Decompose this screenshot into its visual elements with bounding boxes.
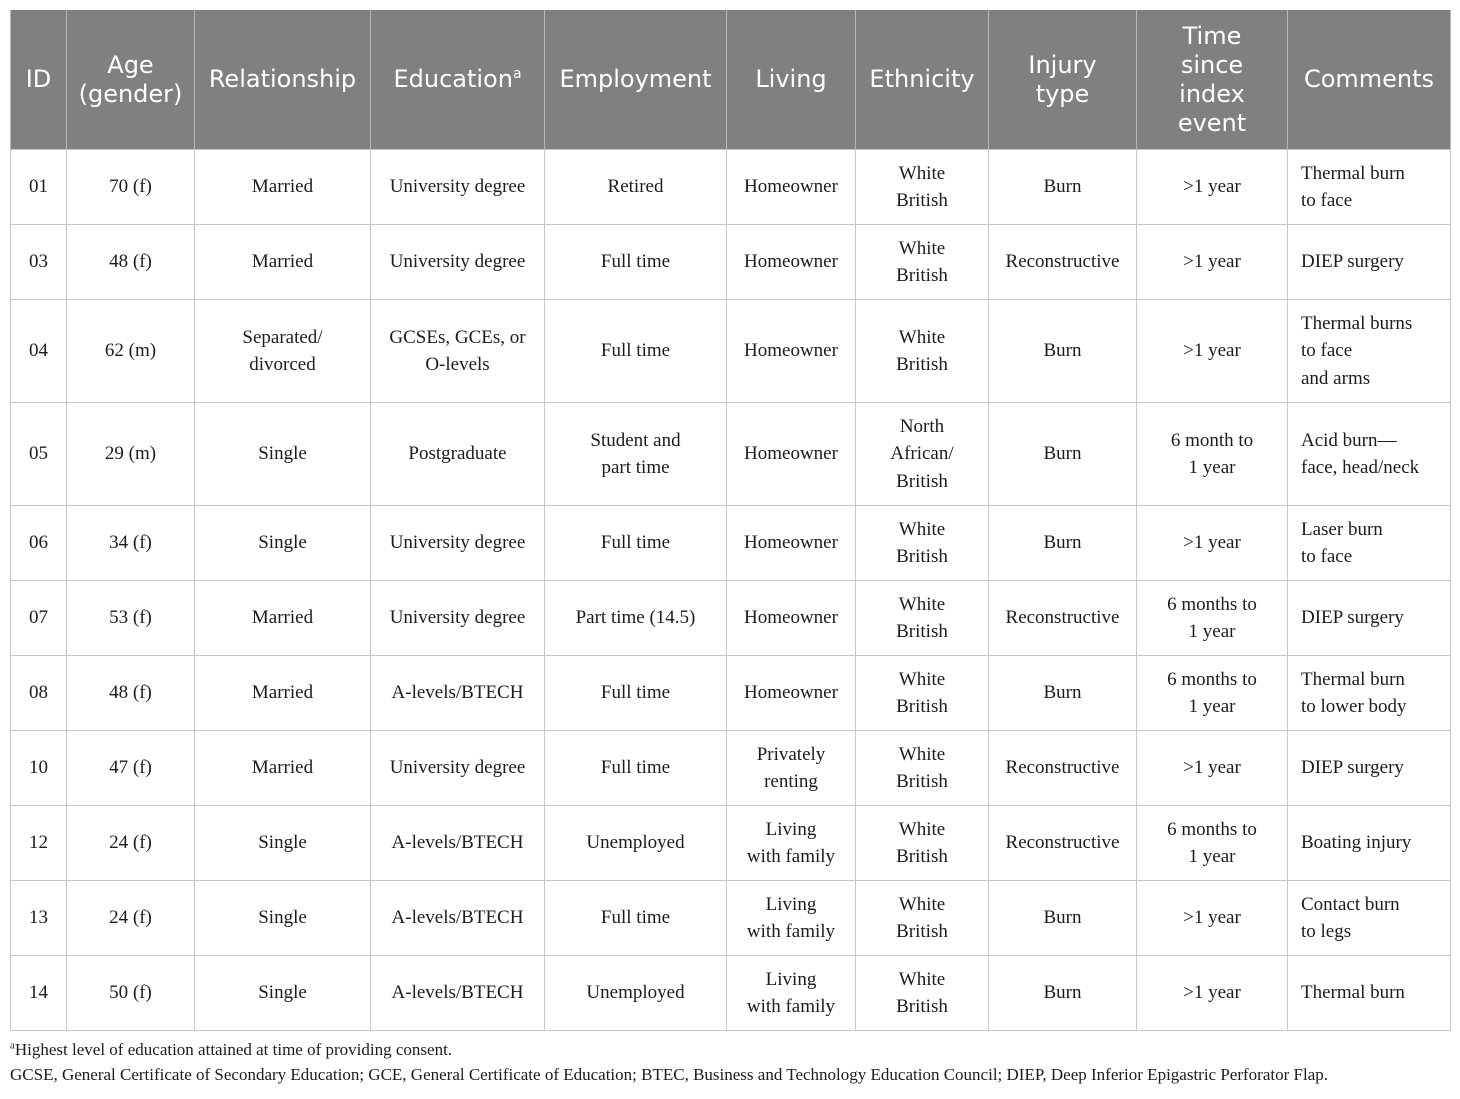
table-row <box>11 881 1451 956</box>
column-header-label: Relationship <box>208 65 357 93</box>
cell-text: University degree <box>389 176 526 198</box>
table-cell <box>67 581 195 656</box>
table-row <box>11 300 1451 403</box>
cell-text: DIEP surgery <box>1301 607 1404 629</box>
cell-text: Married <box>251 682 314 704</box>
cell-text: Living with family <box>746 818 836 867</box>
table-cell <box>1288 300 1451 403</box>
cell-text: Burn <box>1043 907 1082 929</box>
table-cell <box>371 731 545 806</box>
table-cell <box>727 956 856 1031</box>
table-row <box>11 506 1451 581</box>
cell-text: Separated/ divorced <box>242 326 323 375</box>
table-cell <box>1137 581 1288 656</box>
cell-text: >1 year <box>1183 757 1241 779</box>
column-header <box>67 10 195 150</box>
table-cell <box>195 881 371 956</box>
cell-text: Thermal burn to lower body <box>1301 668 1407 717</box>
table-cell <box>11 731 67 806</box>
cell-text: 01 <box>29 176 48 198</box>
table-cell <box>545 150 727 225</box>
cell-text: 29 (m) <box>104 443 157 465</box>
cell-text: Acid burn— face, head/neck <box>1301 429 1420 478</box>
table-cell <box>856 506 989 581</box>
table-cell <box>727 656 856 731</box>
table-cell <box>727 300 856 403</box>
table-cell <box>727 150 856 225</box>
table-cell <box>545 506 727 581</box>
cell-text: Living with family <box>746 893 836 942</box>
cell-text: 47 (f) <box>109 757 152 779</box>
table-cell <box>989 403 1137 506</box>
cell-text: DIEP surgery <box>1301 757 1404 779</box>
table-cell <box>545 956 727 1031</box>
table-cell <box>1288 225 1451 300</box>
table-cell <box>371 506 545 581</box>
table-cell <box>1288 806 1451 881</box>
table-cell <box>545 731 727 806</box>
cell-text: 14 <box>29 982 48 1004</box>
cell-text: A-levels/BTECH <box>391 982 524 1004</box>
table-cell <box>545 403 727 506</box>
column-header-label: Education <box>393 65 513 93</box>
table-cell <box>67 300 195 403</box>
cell-text: Full time <box>600 682 671 704</box>
table-row <box>11 403 1451 506</box>
cell-text: White British <box>896 818 948 867</box>
cell-text: 48 (f) <box>109 251 152 273</box>
cell-text: 05 <box>29 443 48 465</box>
header-row <box>11 10 1451 150</box>
table-cell <box>1288 506 1451 581</box>
cell-text: Homeowner <box>744 340 838 362</box>
table-cell <box>1137 881 1288 956</box>
cell-text: A-levels/BTECH <box>391 682 524 704</box>
table-cell <box>545 806 727 881</box>
cell-text: Homeowner <box>744 176 838 198</box>
cell-text: Thermal burn <box>1301 982 1405 1004</box>
cell-text: Single <box>258 832 307 854</box>
column-header-label: Comments <box>1303 65 1435 93</box>
cell-text: Burn <box>1043 982 1082 1004</box>
cell-text: Single <box>258 907 307 929</box>
table-cell <box>67 150 195 225</box>
table-cell <box>856 806 989 881</box>
cell-text: Laser burn to face <box>1301 518 1383 567</box>
cell-text: Burn <box>1043 340 1082 362</box>
table-cell <box>67 506 195 581</box>
cell-text: 06 <box>29 532 48 554</box>
table-cell <box>371 300 545 403</box>
cell-text: 04 <box>29 340 48 362</box>
table-cell <box>11 581 67 656</box>
cell-text: DIEP surgery <box>1301 251 1404 273</box>
table-cell <box>727 731 856 806</box>
cell-text: 50 (f) <box>109 982 152 1004</box>
cell-text: 08 <box>29 682 48 704</box>
cell-text: Homeowner <box>744 443 838 465</box>
table-cell <box>195 300 371 403</box>
column-header-label: Ethnicity <box>869 65 975 93</box>
cell-text: White British <box>896 668 948 717</box>
cell-text: Thermal burn to face <box>1301 162 1405 211</box>
table-cell <box>371 225 545 300</box>
footnote-a <box>10 1037 1450 1062</box>
table-cell <box>371 656 545 731</box>
table-cell <box>67 806 195 881</box>
table-cell <box>11 300 67 403</box>
table-cell <box>989 806 1137 881</box>
cell-text: Unemployed <box>586 982 685 1004</box>
table-cell <box>1137 150 1288 225</box>
table-row <box>11 581 1451 656</box>
cell-text: >1 year <box>1183 176 1241 198</box>
abbreviations-note: GCSE, General Certificate of Secondary Education; GCE, General Certificate of Education; BTEC, Business and Technology Education Council; DIEP, Deep Inferior Epigastric Perforator Flap. <box>10 1065 1328 1084</box>
table-cell <box>989 881 1137 956</box>
table-cell <box>727 225 856 300</box>
column-header <box>856 10 989 150</box>
table-cell <box>371 881 545 956</box>
table-cell <box>856 300 989 403</box>
table-cell <box>371 403 545 506</box>
table-cell <box>67 403 195 506</box>
table-row <box>11 150 1451 225</box>
table-cell <box>371 150 545 225</box>
cell-text: Burn <box>1043 532 1082 554</box>
cell-text: Married <box>251 757 314 779</box>
table-cell <box>545 300 727 403</box>
cell-text: Full time <box>600 340 671 362</box>
cell-text: Postgraduate <box>408 443 507 465</box>
cell-text: Retired <box>607 176 664 198</box>
cell-text: Privately renting <box>756 743 826 792</box>
cell-text: Thermal burns to face and arms <box>1301 312 1413 389</box>
column-header <box>195 10 371 150</box>
table-cell <box>727 581 856 656</box>
table-cell <box>11 956 67 1031</box>
table-cell <box>371 956 545 1031</box>
cell-text: Full time <box>600 251 671 273</box>
cell-text: 70 (f) <box>109 176 152 198</box>
table-cell <box>1288 881 1451 956</box>
table-cell <box>989 506 1137 581</box>
column-header <box>1288 10 1451 150</box>
table-cell <box>1137 225 1288 300</box>
table-cell <box>195 150 371 225</box>
table-cell <box>989 150 1137 225</box>
table-cell <box>856 656 989 731</box>
table-cell <box>1288 581 1451 656</box>
cell-text: 6 month to 1 year <box>1170 429 1254 478</box>
column-header-label: ID <box>25 65 52 93</box>
cell-text: >1 year <box>1183 982 1241 1004</box>
cell-text: 24 (f) <box>109 907 152 929</box>
cell-text: University degree <box>389 251 526 273</box>
table-cell <box>371 806 545 881</box>
cell-text: White British <box>896 893 948 942</box>
footnote-a-marker: a <box>10 1039 15 1052</box>
cell-text: Reconstructive <box>1005 832 1120 854</box>
table-cell <box>545 581 727 656</box>
cell-text: Married <box>251 176 314 198</box>
column-header <box>989 10 1137 150</box>
cell-text: Contact burn to legs <box>1301 893 1400 942</box>
table-row <box>11 656 1451 731</box>
column-header-label: Age (gender) <box>78 50 183 108</box>
table-cell <box>545 881 727 956</box>
cell-text: Burn <box>1043 443 1082 465</box>
cell-text: >1 year <box>1183 340 1241 362</box>
cell-text: White British <box>896 593 948 642</box>
cell-text: GCSEs, GCEs, or O-levels <box>389 326 526 375</box>
table-cell <box>727 806 856 881</box>
table-cell <box>727 506 856 581</box>
cell-text: Homeowner <box>744 251 838 273</box>
column-header <box>727 10 856 150</box>
cell-text: Boating injury <box>1301 832 1412 854</box>
table-cell <box>67 656 195 731</box>
cell-text: Homeowner <box>744 532 838 554</box>
table-cell <box>67 881 195 956</box>
table-cell <box>1137 403 1288 506</box>
table-cell <box>856 581 989 656</box>
cell-text: 6 months to 1 year <box>1167 668 1257 717</box>
table-cell <box>856 225 989 300</box>
cell-text: University degree <box>389 757 526 779</box>
cell-text: 62 (m) <box>104 340 157 362</box>
table-cell <box>1137 300 1288 403</box>
table-cell <box>67 225 195 300</box>
table-footnotes <box>10 1037 1450 1087</box>
table-cell <box>195 225 371 300</box>
cell-text: Homeowner <box>744 607 838 629</box>
cell-text: 07 <box>29 607 48 629</box>
table-cell <box>1288 403 1451 506</box>
column-header-label: Employment <box>559 65 712 93</box>
table-header <box>11 10 1451 150</box>
table-cell <box>67 956 195 1031</box>
cell-text: Reconstructive <box>1005 251 1120 273</box>
cell-text: A-levels/BTECH <box>391 832 524 854</box>
cell-text: 03 <box>29 251 48 273</box>
table-cell <box>195 956 371 1031</box>
cell-text: Single <box>258 532 307 554</box>
table-cell <box>856 881 989 956</box>
table-cell <box>856 150 989 225</box>
table-cell <box>195 731 371 806</box>
table-cell <box>989 731 1137 806</box>
cell-text: University degree <box>389 532 526 554</box>
cell-text: Student and part time <box>590 429 681 478</box>
cell-text: Single <box>258 443 307 465</box>
cell-text: 6 months to 1 year <box>1167 818 1257 867</box>
table-cell <box>856 956 989 1031</box>
cell-text: Burn <box>1043 176 1082 198</box>
table-cell <box>1137 506 1288 581</box>
cell-text: University degree <box>389 607 526 629</box>
table-cell <box>11 403 67 506</box>
table-cell <box>545 225 727 300</box>
column-header <box>545 10 727 150</box>
table-cell <box>545 656 727 731</box>
cell-text: Unemployed <box>586 832 685 854</box>
column-header-label: Time since index event <box>1177 21 1247 137</box>
cell-text: Married <box>251 251 314 273</box>
table-cell <box>195 506 371 581</box>
table-cell <box>11 150 67 225</box>
table-row <box>11 225 1451 300</box>
table-cell <box>195 656 371 731</box>
table-row <box>11 956 1451 1031</box>
column-header <box>371 10 545 150</box>
table-cell <box>11 806 67 881</box>
cell-text: Part time (14.5) <box>575 607 696 629</box>
table-cell <box>989 956 1137 1031</box>
participant-table <box>10 10 1451 1031</box>
footnote-a-text: Highest level of education attained at time of providing consent. <box>14 1040 453 1059</box>
table-container <box>10 10 1450 1087</box>
column-header-label: Living <box>755 65 827 93</box>
cell-text: White British <box>896 326 948 375</box>
table-cell <box>989 581 1137 656</box>
cell-text: Full time <box>600 532 671 554</box>
table-cell <box>11 881 67 956</box>
cell-text: Single <box>258 982 307 1004</box>
footnote-marker: a <box>512 66 522 82</box>
cell-text: Reconstructive <box>1005 757 1120 779</box>
table-cell <box>195 581 371 656</box>
table-cell <box>1137 956 1288 1031</box>
cell-text: 12 <box>29 832 48 854</box>
cell-text: >1 year <box>1183 907 1241 929</box>
cell-text: White British <box>896 968 948 1017</box>
table-cell <box>1288 150 1451 225</box>
cell-text: Homeowner <box>744 682 838 704</box>
table-cell <box>989 656 1137 731</box>
cell-text: White British <box>896 162 948 211</box>
cell-text: Full time <box>600 757 671 779</box>
table-cell <box>1288 731 1451 806</box>
column-header-label: Injury type <box>1028 50 1097 108</box>
cell-text: White British <box>896 237 948 286</box>
cell-text: Full time <box>600 907 671 929</box>
cell-text: Married <box>251 607 314 629</box>
table-cell <box>1288 956 1451 1031</box>
table-cell <box>989 225 1137 300</box>
cell-text: Reconstructive <box>1005 607 1120 629</box>
table-cell <box>1137 806 1288 881</box>
table-cell <box>989 300 1137 403</box>
cell-text: 13 <box>29 907 48 929</box>
table-row <box>11 806 1451 881</box>
cell-text: 10 <box>29 757 48 779</box>
cell-text: A-levels/BTECH <box>391 907 524 929</box>
column-header <box>1137 10 1288 150</box>
table-cell <box>727 881 856 956</box>
table-row <box>11 731 1451 806</box>
table-cell <box>11 225 67 300</box>
table-cell <box>67 731 195 806</box>
cell-text: >1 year <box>1183 251 1241 273</box>
table-cell <box>1137 731 1288 806</box>
cell-text: 48 (f) <box>109 682 152 704</box>
cell-text: White British <box>896 743 948 792</box>
table-body <box>11 150 1451 1031</box>
table-cell <box>371 581 545 656</box>
table-cell <box>727 403 856 506</box>
cell-text: 34 (f) <box>109 532 152 554</box>
table-cell <box>11 506 67 581</box>
table-cell <box>856 731 989 806</box>
table-cell <box>856 403 989 506</box>
table-cell <box>195 403 371 506</box>
table-cell <box>1288 656 1451 731</box>
cell-text: Burn <box>1043 682 1082 704</box>
table-cell <box>11 656 67 731</box>
cell-text: 24 (f) <box>109 832 152 854</box>
cell-text: White British <box>896 518 948 567</box>
cell-text: Living with family <box>746 968 836 1017</box>
table-cell <box>195 806 371 881</box>
cell-text: 6 months to 1 year <box>1167 593 1257 642</box>
cell-text: 53 (f) <box>109 607 152 629</box>
column-header <box>11 10 67 150</box>
cell-text: >1 year <box>1183 532 1241 554</box>
table-cell <box>1137 656 1288 731</box>
cell-text: North African/ British <box>890 415 954 492</box>
